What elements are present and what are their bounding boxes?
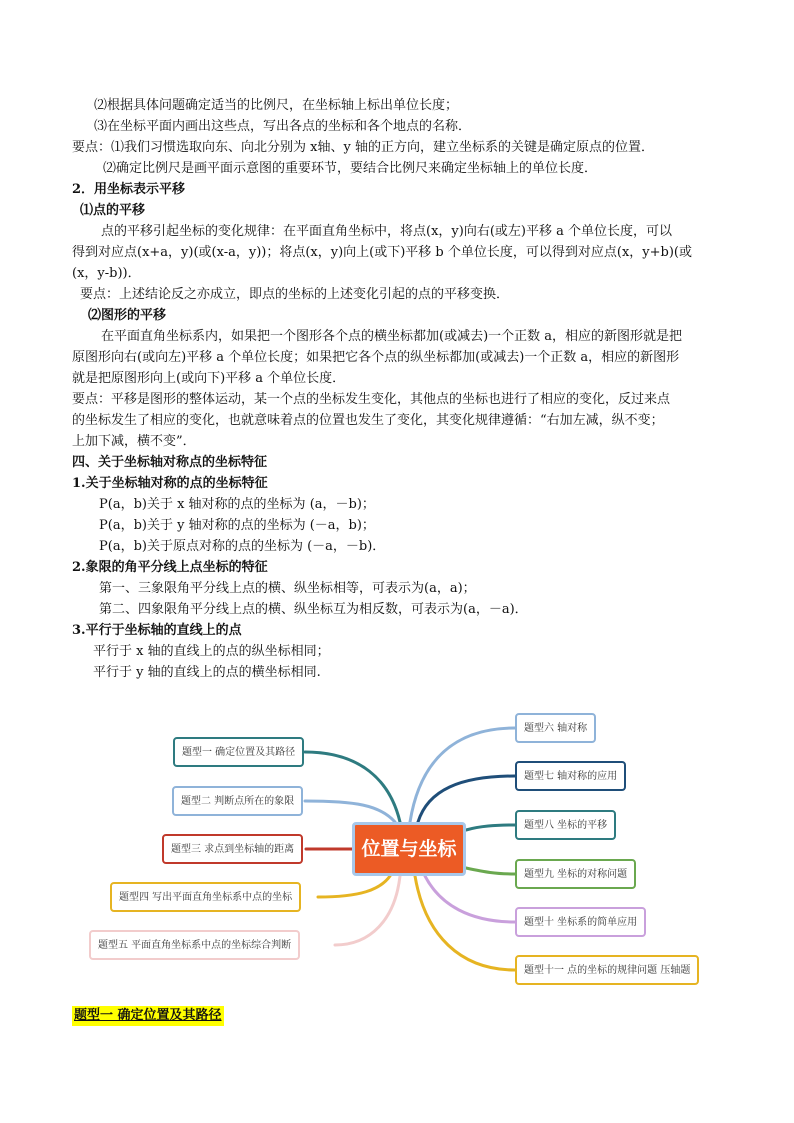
text-line: 点的平移引起坐标的变化规律：在平面直角坐标中，将点(x，y)向右(或左)平移 a 个单位长度，可以: [101, 224, 672, 239]
subheading: 2.象限的角平分线上点坐标的特征: [72, 560, 268, 575]
mindmap-node-right-5: 题型十 坐标系的简单应用: [515, 907, 646, 937]
section-title: 四、关于坐标轴对称点的坐标特征: [72, 455, 268, 470]
mindmap-node-right-3: 题型八 坐标的平移: [515, 810, 616, 840]
text-line: ⑵根据具体问题确定适当的比例尺，在坐标轴上标出单位长度；: [94, 98, 459, 113]
text-line: 平行于 x 轴的直线上的点的纵坐标相同；: [93, 644, 330, 659]
mindmap-node-right-2: 题型七 轴对称的应用: [515, 761, 626, 791]
connector-right-6: [415, 876, 515, 970]
section-heading: 题型一 确定位置及其路径: [72, 1006, 224, 1026]
text-line: 要点：⑴我们习惯选取向东、向北分别为 x轴、y 轴的正方向，建立坐标系的关键是确定原点的位置．: [72, 140, 654, 155]
connector-right-3: [466, 825, 515, 830]
connector-right-5: [425, 876, 515, 922]
text-line: 在平面直角坐标系内，如果把一个图形各个点的横坐标都加(或减去)一个正数 a，相应的新图形就是把: [101, 329, 683, 344]
subheading: 2．用坐标表示平移: [72, 182, 186, 197]
text-line: 上加下减，横不变”．: [72, 434, 196, 449]
text-line: 就是把原图形向上(或向下)平移 a 个单位长度．: [72, 371, 346, 386]
connector-right-4: [466, 868, 515, 874]
connector-left-4: [318, 876, 390, 897]
mindmap-node-left-5: 题型五 平面直角坐标系中点的坐标综合判断: [89, 930, 300, 960]
mindmap-node-right-4: 题型九 坐标的对称问题: [515, 859, 636, 889]
mindmap-center-node: 位置与坐标: [352, 822, 466, 876]
connector-right-2: [418, 776, 515, 822]
subheading: ⑴点的平移: [80, 203, 146, 218]
mindmap-node-right-1: 题型六 轴对称: [515, 713, 596, 743]
text-line: P(a，b)关于原点对称的点的坐标为 (－a，－b)．: [99, 539, 386, 554]
text-line: ⑵确定比例尺是画平面示意图的重要环节，要结合比例尺来确定坐标轴上的单位长度．: [103, 161, 598, 176]
text-line: 原图形向右(或向左)平移 a 个单位长度；如果把它各个点的纵坐标都加(或减去)一个正数 a，相应的新图形: [72, 350, 680, 365]
mindmap-node-left-4: 题型四 写出平面直角坐标系中点的坐标: [110, 882, 301, 912]
text-line: P(a，b)关于 y 轴对称的点的坐标为 (－a，b)；: [99, 518, 375, 533]
text-line: P(a，b)关于 x 轴对称的点的坐标为 (a，－b)；: [99, 497, 375, 512]
text-line: 的坐标发生了相应的变化，也就意味着点的位置也发生了变化，其变化规律遵循：“右加左减，纵不变；: [72, 413, 664, 428]
mindmap-node-left-1: 题型一 确定位置及其路径: [173, 737, 304, 767]
connector-left-1: [305, 752, 400, 822]
text-line: 得到对应点(x+a，y)(或(x-a，y))；将点(x，y)向上(或下)平移 b 个单位长度，可以得到对应点(x，y+b)(或: [72, 245, 692, 260]
mindmap-node-right-6: 题型十一 点的坐标的规律问题 压轴题: [515, 955, 699, 985]
text-line: 第二、四象限角平分线上点的横、纵坐标互为相反数，可表示为(a，－a)．: [99, 602, 528, 617]
text-line: (x，y-b))．: [72, 266, 141, 281]
connector-left-2: [305, 801, 395, 822]
subheading: ⑵图形的平移: [88, 308, 167, 323]
mindmap-node-left-2: 题型二 判断点所在的象限: [172, 786, 303, 816]
text-line: 要点：平移是图形的整体运动，某一个点的坐标发生变化，其他点的坐标也进行了相应的变化，反过来点: [72, 392, 671, 407]
mindmap-node-left-3: 题型三 求点到坐标轴的距离: [162, 834, 303, 864]
subheading: 3.平行于坐标轴的直线上的点: [72, 623, 242, 638]
text-line: 要点：上述结论反之亦成立，即点的坐标的上述变化引起的点的平移变换．: [80, 287, 510, 302]
connector-left-5: [335, 876, 400, 945]
text-line: ⑶在坐标平面内画出这些点，写出各点的坐标和各个地点的名称．: [94, 119, 472, 134]
text-line: 平行于 y 轴的直线上的点的横坐标相同.: [93, 665, 321, 680]
subheading: 1.关于坐标轴对称的点的坐标特征: [72, 476, 268, 491]
text-line: 第一、三象限角平分线上点的横、纵坐标相等，可表示为(a，a)；: [99, 581, 476, 596]
